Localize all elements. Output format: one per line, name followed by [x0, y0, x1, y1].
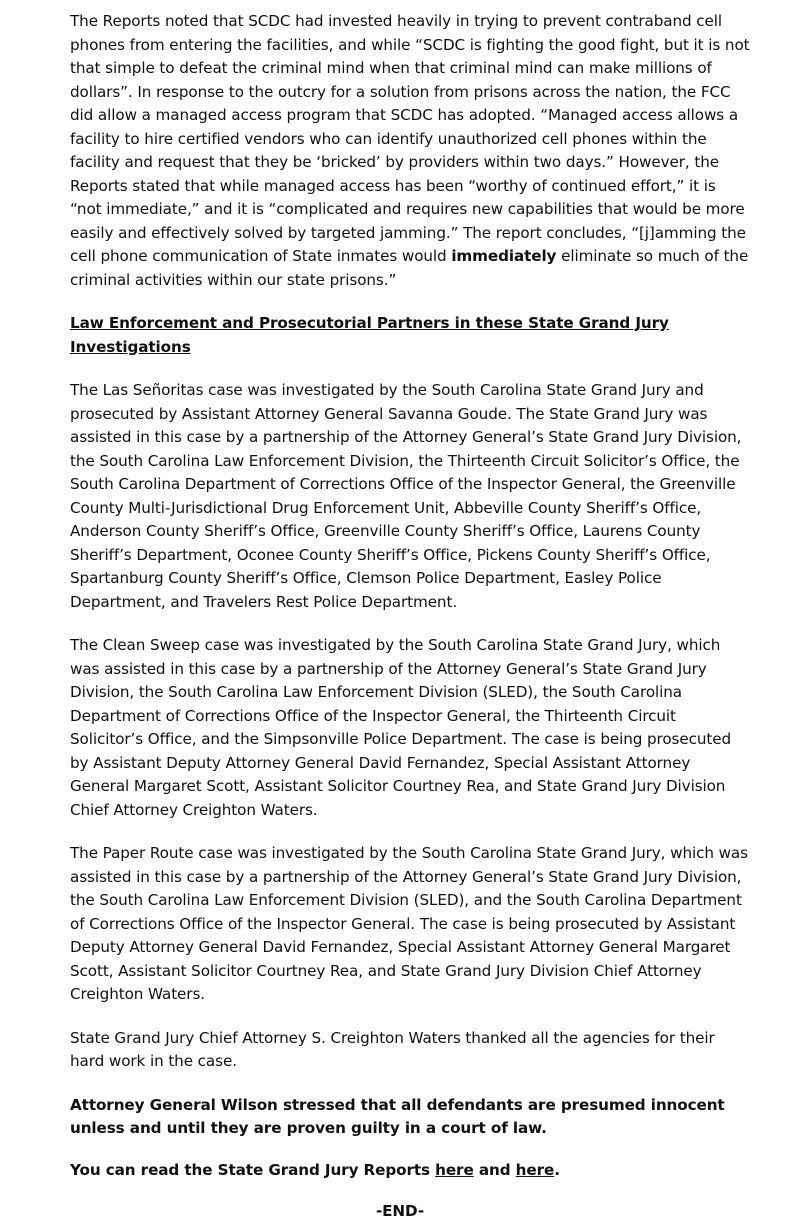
- reports-paragraph-part1: The Reports noted that SCDC had invested heavily in trying to prevent contraband cell phones from entering the facilities, and while “SCDC is fighting the good fight, but it is not that simple to defeat the criminal mind when that criminal mind can make millions of dollars”. In response to the outcry for a solution from prisons across the nation, the FCC did allow a managed access program that SCDC has adopted. “Managed access allows a facility to hire certified vendors who can identify unauthorized cell phones within the facility and request that they be ‘bricked’ by providers within two days.” However, the Reports stated that while managed access has been “worthy of continued effort,” it is “not immediate,” and it is “complicated and requires new capabilities that would be more easily and effectively solved by targeted jamming.” The report concludes, “[j]amming the cell phone communication of State inmates would: [70, 12, 750, 265]
- read-reports-middle: and: [473, 1160, 516, 1179]
- paper-route-paragraph: The Paper Route case was investigated by the South Carolina State Grand Jury, which was assisted in this case by a partnership of the Attorney General’s State Grand Jury Division, the South Carolina Law Enforcement Division (SLED), and the South Carolina Department of Corrections Office of the Inspector General. The case is being prosecuted by Assistant Deputy Attorney General David Fernandez, Special Assistant Attorney General Margaret Scott, Assistant Solicitor Courtney Rea, and State Grand Jury Division Chief Attorney Creighton Waters.: [70, 844, 748, 1003]
- reports-paragraph-part2: eliminate so much of the criminal activities within our state prisons.”: [70, 247, 749, 289]
- las-senoritas-paragraph: The Las Señoritas case was investigated by the South Carolina State Grand Jury and prosecuted by Assistant Attorney General Savanna Goude. The State Grand Jury was assisted in this case by a partnership of the Attorney General’s State Grand Jury Division, the South Carolina Law Enforcement Division, the Thirteenth Circuit Solicitor’s Office, the South Carolina Department of Corrections Office of the Inspector General, the Greenville County Multi-Jurisdictional Drug Enforcement Unit, Abbeville County Sheriff’s Office, Anderson County Sheriff’s Office, Greenville County Sheriff’s Office, Laurens County Sheriff’s Department, Oconee County Sheriff’s Office, Pickens County Sheriff’s Office, Spartanburg County Sheriff’s Office, Clemson Police Department, Easley Police Department, and Travelers Rest Police Department.: [70, 381, 742, 611]
- read-reports-suffix: .: [554, 1160, 560, 1179]
- end-marker: -END-: [375, 1202, 425, 1220]
- report-link-2[interactable]: here: [515, 1160, 555, 1179]
- clean-sweep-paragraph: The Clean Sweep case was investigated by the South Carolina State Grand Jury, which was assisted in this case by a partnership of the Attorney General’s State Grand Jury Division, the South Carolina Law Enforcement Division (SLED), the South Carolina Department of Corrections Office of the Inspector General, the Thirteenth Circuit Solicitor’s Office, and the Simpsonville Police Department. The case is being prosecuted by Assistant Deputy Attorney General David Fernandez, Special Assistant Attorney General Margaret Scott, Assistant Solicitor Courtney Rea, and State Grand Jury Division Chief Attorney Creighton Waters.: [70, 636, 732, 819]
- reports-paragraph-emphasis: immediately: [451, 247, 557, 265]
- reports-paragraph: [70, 10, 750, 292]
- section-heading: Law Enforcement and Prosecutorial Partners in these State Grand Jury Investigations: [70, 314, 669, 356]
- presumption-paragraph: Attorney General Wilson stressed that all defendants are presumed innocent unless and until they are proven guilty in a court of law.: [70, 1095, 725, 1137]
- read-reports-prefix: You can read the State Grand Jury Reports: [70, 1160, 436, 1179]
- report-link-1[interactable]: here: [435, 1160, 474, 1179]
- thanks-paragraph: State Grand Jury Chief Attorney S. Creighton Waters thanked all the agencies for their hard work in the case.: [70, 1028, 715, 1070]
- read-reports-line: [70, 1159, 750, 1183]
- document-body: [70, 10, 750, 1224]
